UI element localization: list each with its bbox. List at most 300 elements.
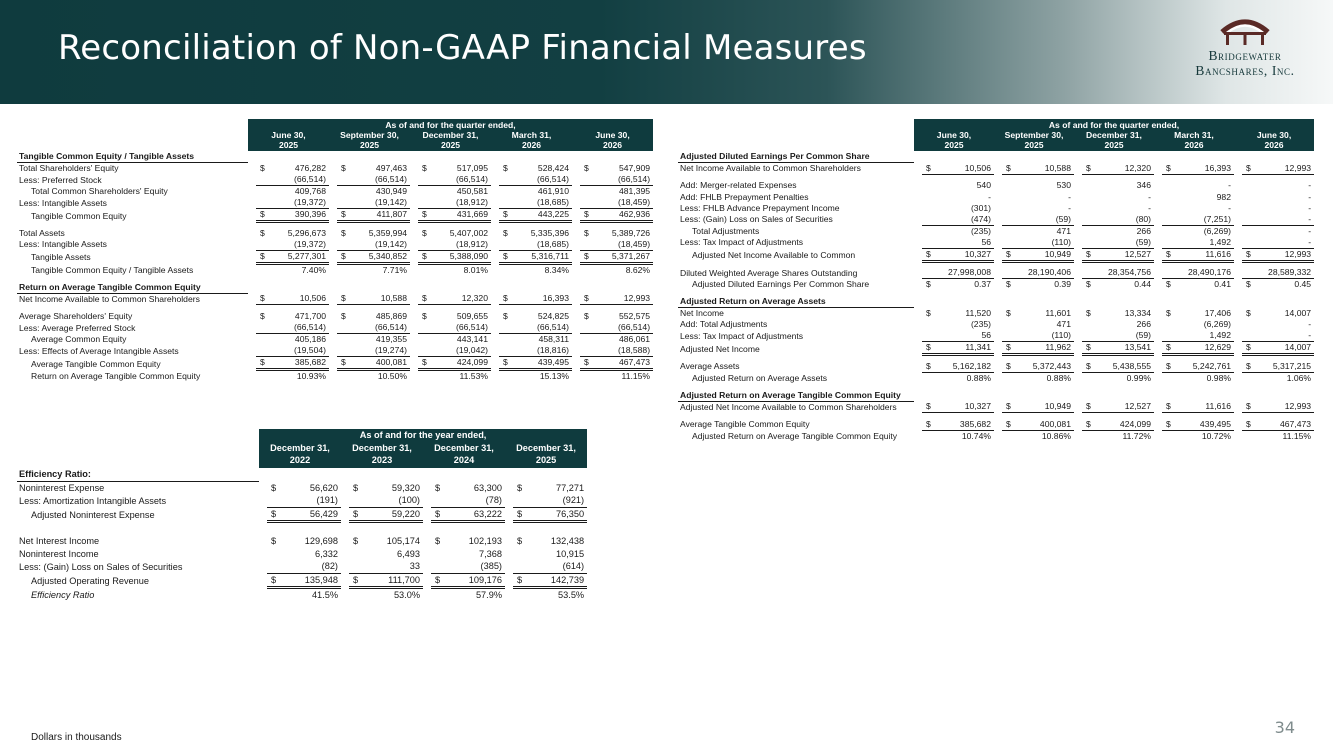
cell-value: 10,588 [349,293,410,305]
cell-value: 63,222 [443,507,505,522]
currency-symbol [1162,430,1174,442]
currency-symbol [256,334,268,346]
column-header-1 [259,442,341,468]
cell-value: (921) [525,494,587,507]
currency-symbol: $ [499,357,511,370]
cell-value: 13,541 [1094,342,1154,355]
cell-gap [914,225,922,237]
currency-symbol [1002,430,1014,442]
cell-gap [341,560,349,573]
cell-gap [1154,180,1162,191]
cell-value: 5,407,002 [449,227,488,238]
cell-gap [1154,330,1162,342]
table-row [17,547,587,560]
currency-symbol [418,322,430,334]
cell-value: 419,355 [375,334,407,345]
cell-gap [505,588,513,602]
cell-gap [505,547,513,560]
currency-symbol [1242,214,1254,226]
currency-symbol: $ [422,311,427,322]
cell-value: (66,514) [511,322,572,334]
cell-value: - [1308,180,1312,191]
section-filler [511,282,572,294]
section-filler [1162,390,1174,402]
cell-gap [1234,225,1242,237]
currency-symbol [922,203,934,214]
table-row [678,214,1314,226]
cell-gap [248,163,256,175]
cell-gap [491,163,499,175]
cell-gap [423,547,431,560]
cell-gap [341,547,349,560]
cell-gap [572,370,580,383]
row-label: Return on Average Tangible Common Equity [31,371,201,382]
cell-gap [994,401,1002,413]
cell-gap [994,330,1002,342]
currency-symbol: $ [1162,401,1174,413]
cell-gap [259,573,267,588]
cell-value: 1,492 [1174,237,1234,249]
table-row [678,191,1314,202]
cell-gap [423,494,431,507]
currency-symbol [349,588,361,602]
column-header-month: September 30, [340,130,399,141]
cell-gap [914,330,922,342]
cell-value: 6,332 [315,548,338,559]
cell-value: - [1068,191,1071,202]
currency-symbol [580,197,592,209]
section-filler [499,151,511,163]
cell-gap [505,494,513,507]
cell-value: 11,616 [1174,248,1234,261]
cell-value: 11.53% [459,371,488,382]
cell-gap [491,311,499,322]
currency-symbol [418,370,430,383]
column-header-month: June 30, [271,130,306,141]
cell-gap [994,361,1002,373]
currency-symbol: $ [503,311,508,322]
section-filler [430,282,491,294]
cell-value: (18,912) [430,197,491,209]
column-header-2 [994,130,1074,151]
cell-gap [341,588,349,602]
cell-gap [572,163,580,175]
section-header-row [17,468,587,481]
section-filler [337,151,349,163]
band-spacer [17,429,259,442]
row-label: Adjusted Noninterest Expense [31,510,155,521]
column-header-month: December 31, [422,130,479,141]
cell-value: (66,514) [268,174,329,186]
cell-value: 12,993 [1254,401,1314,413]
cell-value: 10,327 [934,401,994,413]
cell-gap [1154,203,1162,214]
row-label: Adjusted Operating Revenue [31,576,149,587]
cell-gap [914,248,922,261]
cell-value: 471,700 [294,311,326,322]
cell-value: 17,406 [1204,308,1231,319]
currency-symbol [1002,225,1014,237]
cell-value: 5,389,726 [611,227,651,238]
cell-value: (19,042) [430,345,491,357]
currency-symbol [1162,191,1174,202]
table-row [17,163,653,175]
column-header-year: 2023 [371,455,393,466]
cell-value: (80) [1094,214,1154,226]
cell-value: 12,993 [592,293,653,305]
cell-value: 411,807 [349,209,410,222]
cell-gap [248,370,256,383]
row-label: Less: FHLB Advance Prepayment Income [680,202,840,213]
cell-value: 8.62% [625,264,651,275]
cell-value: (191) [279,494,341,507]
currency-symbol: $ [513,573,525,588]
table-row [678,180,1314,191]
logo-line-2: Bancshares, Inc. [1195,63,1295,78]
currency-symbol [580,322,592,334]
currency-symbol [499,334,511,346]
currency-symbol: $ [418,250,430,263]
cell-gap [491,293,499,305]
cell-gap [410,174,418,186]
section-filler [248,151,256,163]
cell-gap [1074,342,1082,355]
table-row [678,342,1314,355]
cell-gap [572,345,580,357]
currency-symbol: $ [256,293,268,305]
row-label: Average Shareholders' Equity [19,311,133,322]
header-spacer [678,130,914,151]
section-filler [279,468,341,481]
cell-value: - [1308,202,1312,213]
band-spacer [17,119,248,130]
section-filler [361,468,423,481]
section-filler [491,282,499,294]
cell-gap [1074,191,1082,202]
cell-value: 10.74% [961,430,991,441]
currency-symbol: $ [517,482,523,493]
table-row [678,279,1314,291]
cell-value: 132,438 [550,535,585,546]
cell-value: 14,007 [1284,308,1312,319]
cell-gap [410,228,418,239]
currency-symbol [431,494,443,507]
cell-value: (66,514) [430,322,491,334]
currency-symbol [1162,372,1174,384]
cell-value: 424,099 [430,357,491,370]
currency-symbol [267,560,279,573]
cell-value: 28,190,406 [1014,267,1074,279]
cell-value: 0.88% [966,372,991,383]
currency-symbol: $ [1242,342,1254,355]
currency-symbol: $ [341,227,346,238]
column-header-1 [248,130,329,151]
cell-value: (66,514) [592,322,653,334]
cell-value: 509,655 [456,311,488,322]
column-header-2 [329,130,410,151]
cell-gap [914,361,922,373]
cell-gap [248,228,256,239]
cell-value: 14,007 [1254,342,1314,355]
currency-symbol [1082,267,1094,279]
currency-symbol [1242,203,1254,214]
column-header-year: 2026 [1264,140,1284,151]
currency-symbol [1082,237,1094,249]
cell-gap [410,197,418,209]
cell-value: (19,372) [268,239,329,251]
table-row [17,322,653,334]
cell-gap [572,357,580,370]
section-filler [994,151,1002,163]
currency-symbol: $ [517,535,523,546]
column-header-year: 2022 [289,455,311,466]
currency-symbol [256,174,268,186]
cell-gap [572,293,580,305]
cell-gap [994,225,1002,237]
cell-gap [994,308,1002,320]
cell-value: 16,393 [1174,163,1234,175]
currency-symbol [256,239,268,251]
cell-gap [914,342,922,355]
cell-value: (18,816) [511,345,572,357]
table-row [17,263,653,276]
cell-gap [1234,214,1242,226]
cell-gap [410,239,418,251]
currency-symbol [349,547,361,560]
column-header-year: 2024 [453,455,475,466]
column-header-4 [491,130,572,151]
section-filler [349,468,361,481]
cell-value: 56,429 [279,507,341,522]
currency-symbol [1162,180,1174,191]
cell-value: 467,473 [592,357,653,370]
cell-value: 552,575 [618,311,651,322]
cell-value: 424,099 [1094,419,1154,431]
cell-value: 15.13% [539,371,569,382]
currency-symbol [1002,180,1014,191]
row-label: Less: Preferred Stock [19,174,102,185]
table-row [17,209,653,222]
section-filler [914,151,922,163]
cell-value: 7.71% [382,264,407,275]
table-row [17,186,653,198]
cell-gap [329,186,337,198]
cell-value: 111,700 [361,573,423,588]
cell-gap [248,357,256,370]
section-filler [922,151,934,163]
cell-gap [410,209,418,222]
currency-symbol [499,174,511,186]
row-label: Net Income [680,308,724,319]
currency-symbol: $ [1242,248,1254,261]
row-label: Less: (Gain) Loss on Sales of Securities [19,561,183,572]
cell-value: 28,589,332 [1254,267,1314,279]
cell-value: (19,142) [349,197,410,209]
currency-symbol [1242,330,1254,342]
currency-symbol [1082,180,1094,191]
cell-gap [248,239,256,251]
currency-symbol: $ [1166,308,1171,319]
section-filler [572,282,580,294]
currency-symbol: $ [422,163,427,174]
table-row [17,494,587,507]
cell-gap [491,186,499,198]
cell-gap [505,560,513,573]
cell-gap [248,197,256,209]
currency-symbol [1082,203,1094,214]
currency-symbol: $ [1242,163,1254,175]
section-filler [1154,296,1162,308]
section-filler [1162,296,1174,308]
cell-value: 5,162,182 [934,361,994,373]
currency-symbol [922,214,934,226]
cell-gap [572,311,580,322]
cell-value: 471 [1056,225,1071,236]
cell-gap [1154,342,1162,355]
cell-value: (66,514) [349,322,410,334]
section-filler [513,468,525,481]
cell-gap [1234,191,1242,202]
cell-value: 135,948 [279,573,341,588]
section-filler [1242,390,1254,402]
cell-value: 63,300 [473,482,502,493]
section-filler [934,296,994,308]
currency-symbol: $ [922,419,934,431]
section-filler [1154,390,1162,402]
section-filler [934,390,994,402]
cell-value: 346 [1136,180,1151,191]
cell-value: (301) [970,202,991,213]
section-filler [267,468,279,481]
section-filler [592,151,653,163]
section-filler [1002,296,1014,308]
cell-gap [572,174,580,186]
cell-gap [994,267,1002,279]
cell-value: 7,368 [479,548,502,559]
cell-gap [1074,237,1082,249]
currency-symbol [1002,372,1014,384]
section-filler [1242,151,1254,163]
currency-symbol [1162,203,1174,214]
section-filler [491,151,499,163]
cell-gap [572,263,580,276]
currency-symbol [1162,225,1174,237]
row-label: Average Tangible Common Equity [31,358,161,369]
section-filler [431,468,443,481]
band-row [17,429,587,442]
cell-gap [329,163,337,175]
currency-symbol [499,239,511,251]
cell-value: 129,698 [304,535,338,546]
cell-gap [410,322,418,334]
cell-value: 56 [934,237,994,249]
band-row [17,119,653,130]
cell-gap [491,334,499,346]
cell-gap [994,237,1002,249]
cell-gap [341,535,349,548]
column-header-year: 2026 [602,140,623,151]
cell-gap [994,163,1002,175]
cell-gap [1234,361,1242,373]
currency-symbol [431,547,443,560]
cell-value: 10,588 [1014,163,1074,175]
cell-gap [914,180,922,191]
currency-symbol: $ [1242,361,1254,373]
section-filler [256,151,268,163]
cell-value: 385,682 [268,357,329,370]
row-label: Average Assets [680,361,740,372]
row-label: Net Interest Income [19,535,100,546]
cell-value: - [1308,191,1312,202]
currency-symbol [337,197,349,209]
cell-value: 430,949 [375,186,407,197]
column-header-year: 2025 [278,140,299,151]
cell-gap [248,174,256,186]
cell-value: 0.99% [1126,372,1151,383]
cell-gap [914,267,922,279]
section-title: Adjusted Return on Average Tangible Common Equity [678,390,914,402]
currency-symbol: $ [337,357,349,370]
currency-symbol [1242,237,1254,249]
row-label: Adjusted Net Income [680,343,760,354]
column-header-month: December 31, [1086,130,1142,141]
cell-value: - [1308,319,1312,330]
section-filler [580,151,592,163]
cell-gap [1234,180,1242,191]
currency-symbol [580,239,592,251]
cell-value: (7,251) [1174,214,1234,226]
currency-symbol [922,225,934,237]
cell-value: - [1068,202,1071,213]
section-filler [259,468,267,481]
cell-gap [505,507,513,522]
currency-symbol: $ [1002,361,1014,373]
currency-symbol: $ [260,163,265,174]
cell-value: 10,949 [1014,401,1074,413]
band-row [678,119,1314,130]
cell-value: (82) [279,560,341,573]
cell-gap [1074,203,1082,214]
cell-value: (59) [1014,214,1074,226]
row-label: Noninterest Income [19,548,99,559]
cell-gap [341,507,349,522]
row-label: Add: Total Adjustments [680,319,768,330]
section-filler [410,151,418,163]
currency-symbol: $ [418,293,430,305]
currency-symbol: $ [499,250,511,263]
cell-gap [505,535,513,548]
cell-value: 53.5% [558,590,585,601]
currency-symbol [580,174,592,186]
cell-value: 59,320 [391,482,420,493]
currency-symbol [499,345,511,357]
cell-gap [1234,203,1242,214]
cell-value: 13,334 [1124,308,1151,319]
column-header-month: June 30, [595,130,630,141]
cell-gap [1234,401,1242,413]
cell-gap [1234,319,1242,330]
currency-symbol [337,263,349,276]
currency-symbol: $ [337,209,349,222]
section-filler [418,151,430,163]
currency-symbol: $ [1006,279,1011,290]
cell-value: (66,514) [430,174,491,186]
cell-gap [491,357,499,370]
currency-symbol: $ [1082,342,1094,355]
cell-value: 8.01% [463,264,488,275]
currency-symbol: $ [1082,361,1094,373]
cell-gap [329,263,337,276]
